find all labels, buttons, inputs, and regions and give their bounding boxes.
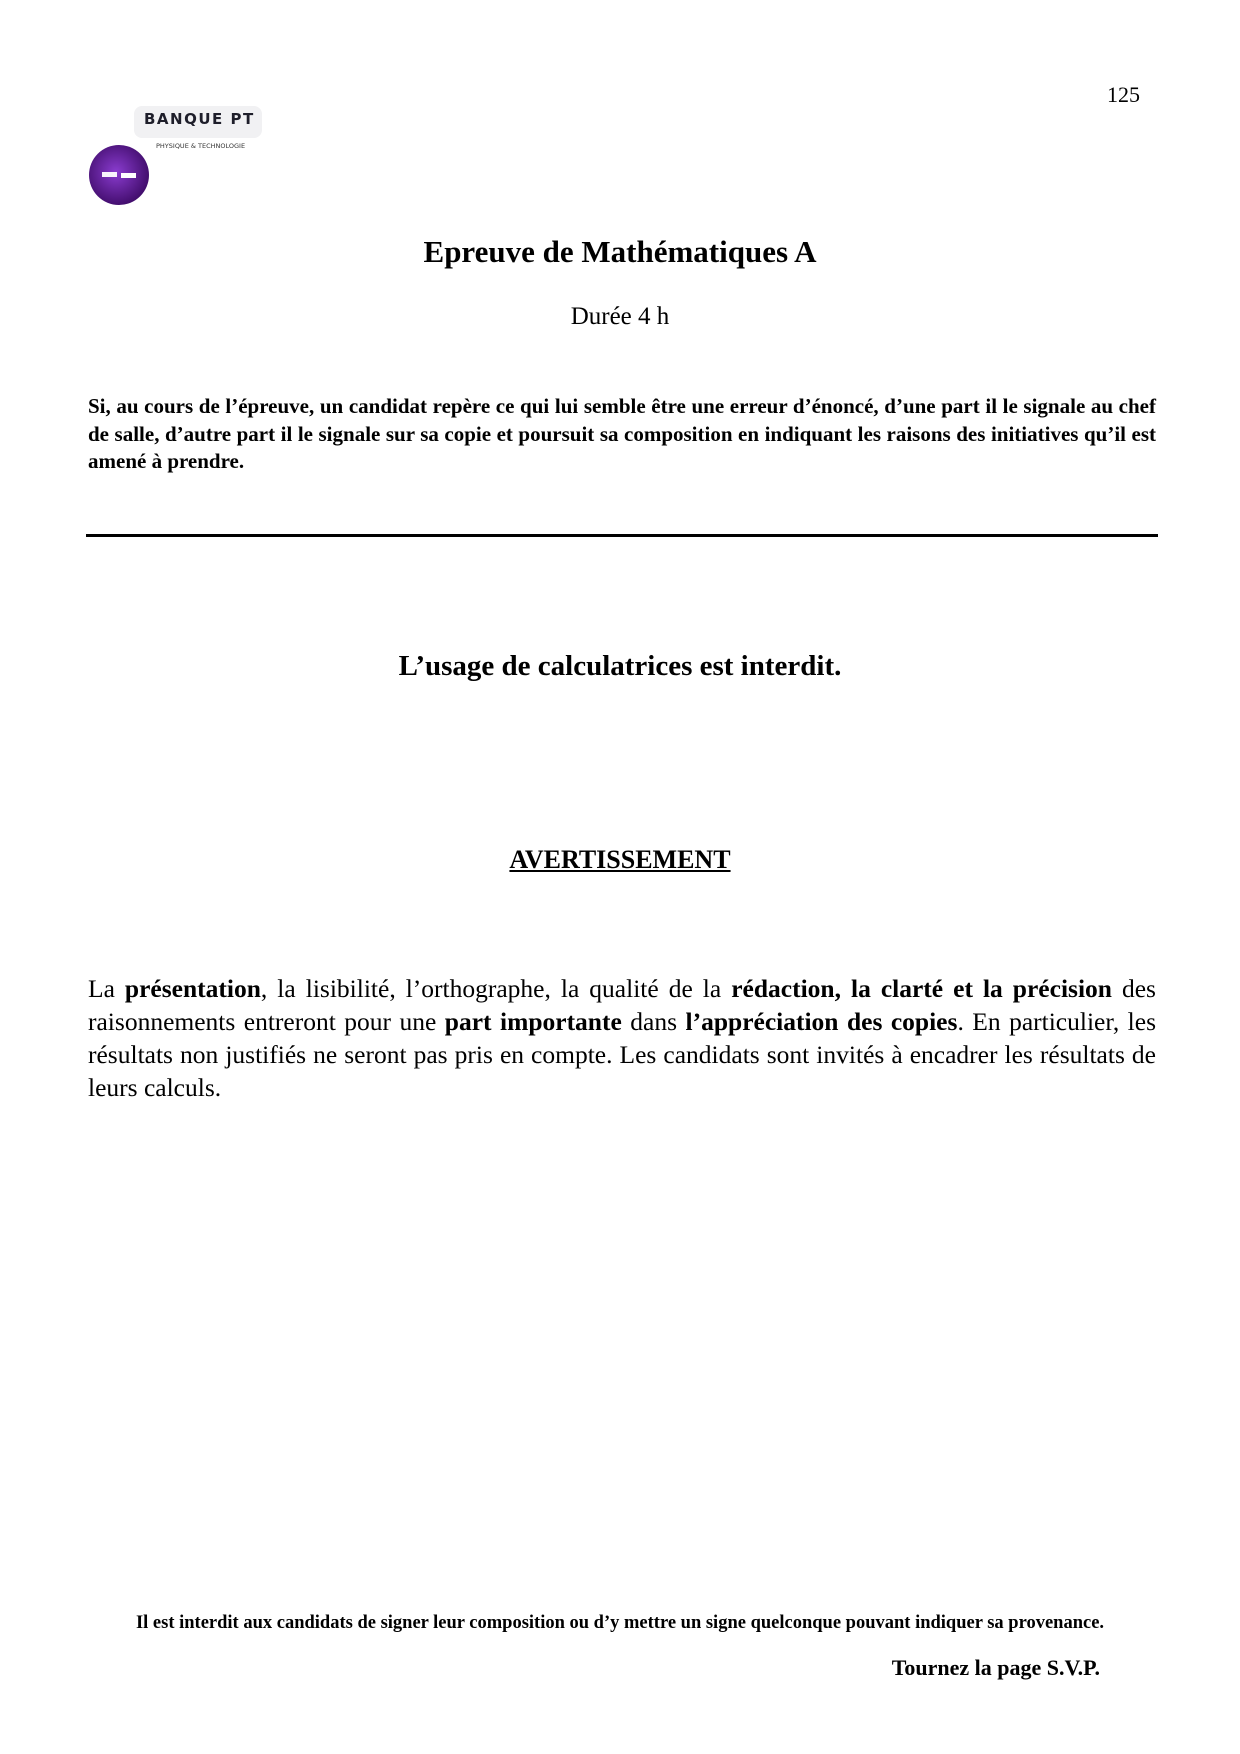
divider-line: [86, 534, 1158, 537]
warning-bold-segment: part importante: [444, 1007, 622, 1036]
warning-text-segment: des raisonnements entreront pour une: [88, 974, 1156, 1036]
warning-text-segment: La: [88, 974, 125, 1003]
warning-text-segment: . En particulier, les résultats non justifiés ne seront pas pris en compte. Les candidats sont invités à encadrer les résultats de leurs calculs.: [88, 1007, 1156, 1102]
warning-heading: AVERTISSEMENT: [509, 845, 731, 874]
warning-bold-segment: présentation: [124, 974, 261, 1003]
banque-pt-logo: [88, 106, 268, 206]
logo-brand-text: BANQUE PT: [144, 110, 255, 128]
page-number: 125: [1107, 82, 1140, 107]
warning-text-segment: , la lisibilité, l’orthographe, la qualité de la: [260, 974, 732, 1003]
warning-text-segment: dans: [621, 1007, 686, 1036]
error-instructions: Si, au cours de l’épreuve, un candidat repère ce qui lui semble être une erreur d’énoncé, d’une part il le signale au chef de salle, d’autre part il le signale sur sa copie et poursuit sa composition en indiquant les raisons des initiatives qu’il est amené à prendre.: [88, 394, 1156, 473]
plus-circle-logo-icon: [88, 144, 150, 206]
logo-subtitle: PHYSIQUE & TECHNOLOGIE: [156, 142, 246, 150]
warning-bold-segment: l’appréciation des copies: [685, 1007, 958, 1036]
exam-duration: Durée 4 h: [570, 303, 670, 330]
warning-bold-segment: rédaction, la clarté et la précision: [731, 974, 1112, 1003]
exam-title: Epreuve de Mathématiques A: [423, 234, 817, 269]
warning-body: [88, 972, 1156, 1104]
calculator-notice: L’usage de calculatrices est interdit.: [398, 650, 842, 682]
footer-notice: Il est interdit aux candidats de signer leur composition ou d’y mettre un signe quelconque pouvant indiquer sa provenance.: [135, 1613, 1105, 1633]
turn-page-notice: Tournez la page S.V.P.: [891, 1655, 1100, 1680]
